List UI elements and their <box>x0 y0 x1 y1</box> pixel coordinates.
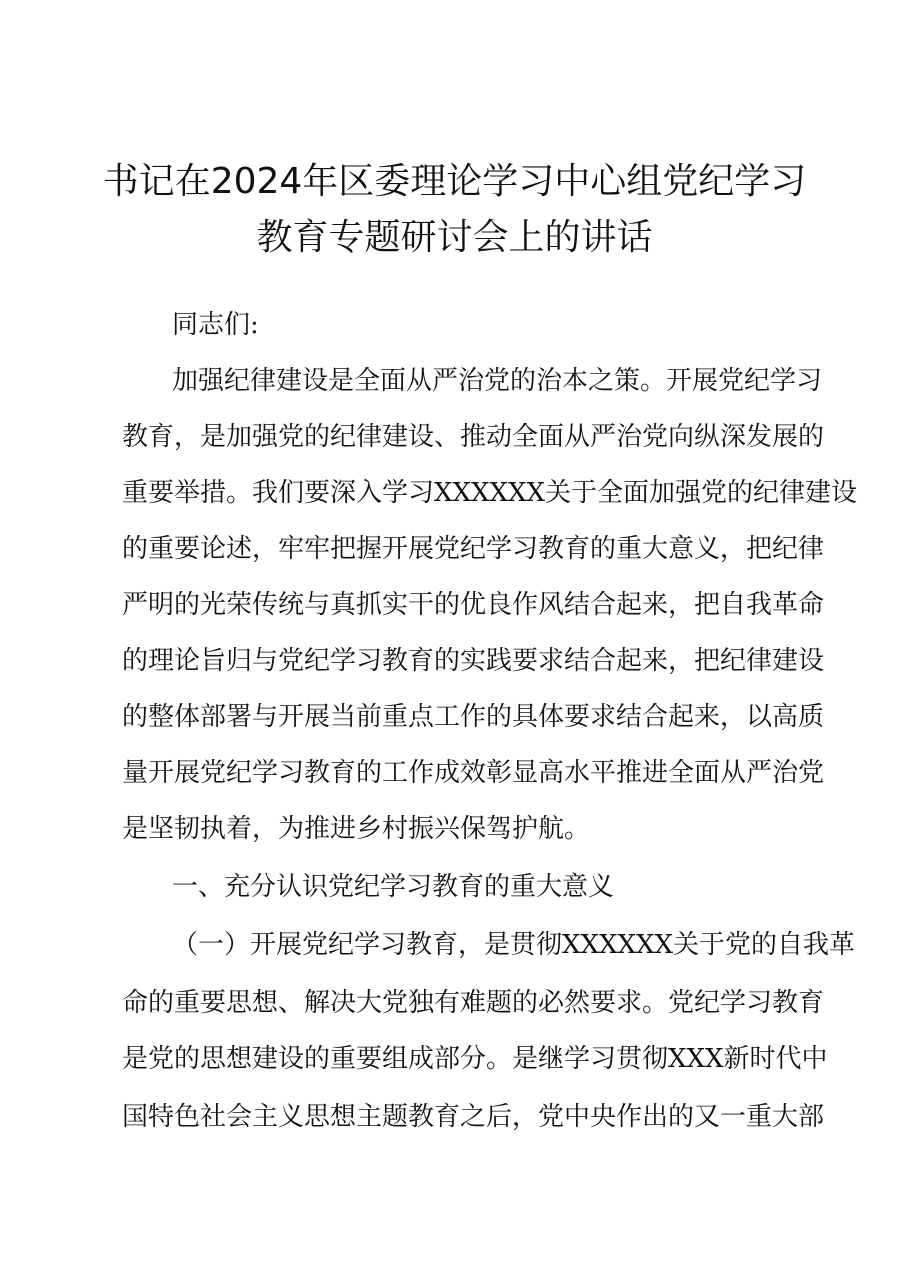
paragraph-line: 的重要论述，牢牢把握开展党纪学习教育的重大意义，把纪律 <box>122 534 825 564</box>
paragraph-line: 是坚韧执着，为推进乡村振兴保驾护航。 <box>122 814 591 844</box>
paragraph-line: 加强纪律建设是全面从严治党的治本之策。开展党纪学习 <box>172 366 823 396</box>
greeting: 同志们: <box>172 310 259 340</box>
paragraph-line: 国特色社会主义思想主题教育之后，党中央作出的又一重大部 <box>122 1102 825 1132</box>
paragraph-line: 的理论旨归与党纪学习教育的实践要求结合起来，把纪律建设 <box>122 646 825 676</box>
document-title-line-2: 教育专题研讨会上的讲话 <box>256 217 653 258</box>
paragraph-line: 重要举措。我们要深入学习XXXXXX关于全面加强党的纪律建设 <box>122 478 858 508</box>
paragraph-line: 教育，是加强党的纪律建设、推动全面从严治党向纵深发展的 <box>122 422 825 452</box>
paragraph-line: 量开展党纪学习教育的工作成效彰显高水平推进全面从严治党 <box>122 758 825 788</box>
paragraph-line: 的整体部署与开展当前重点工作的具体要求结合起来，以高质 <box>122 702 825 732</box>
paragraph-line: （一）开展党纪学习教育，是贯彻XXXXXX关于党的自我革 <box>172 930 856 960</box>
section-heading: 一、充分认识党纪学习教育的重大意义 <box>172 872 615 902</box>
paragraph-line: 是党的思想建设的重要组成部分。是继学习贯彻XXX新时代中 <box>122 1044 828 1074</box>
document-title-line-1: 书记在2024年区委理论学习中心组党纪学习 <box>102 161 807 202</box>
paragraph-line: 严明的光荣传统与真抓实干的优良作风结合起来，把自我革命 <box>122 590 825 620</box>
paragraph-line: 命的重要思想、解决大党独有难题的必然要求。党纪学习教育 <box>122 988 825 1018</box>
